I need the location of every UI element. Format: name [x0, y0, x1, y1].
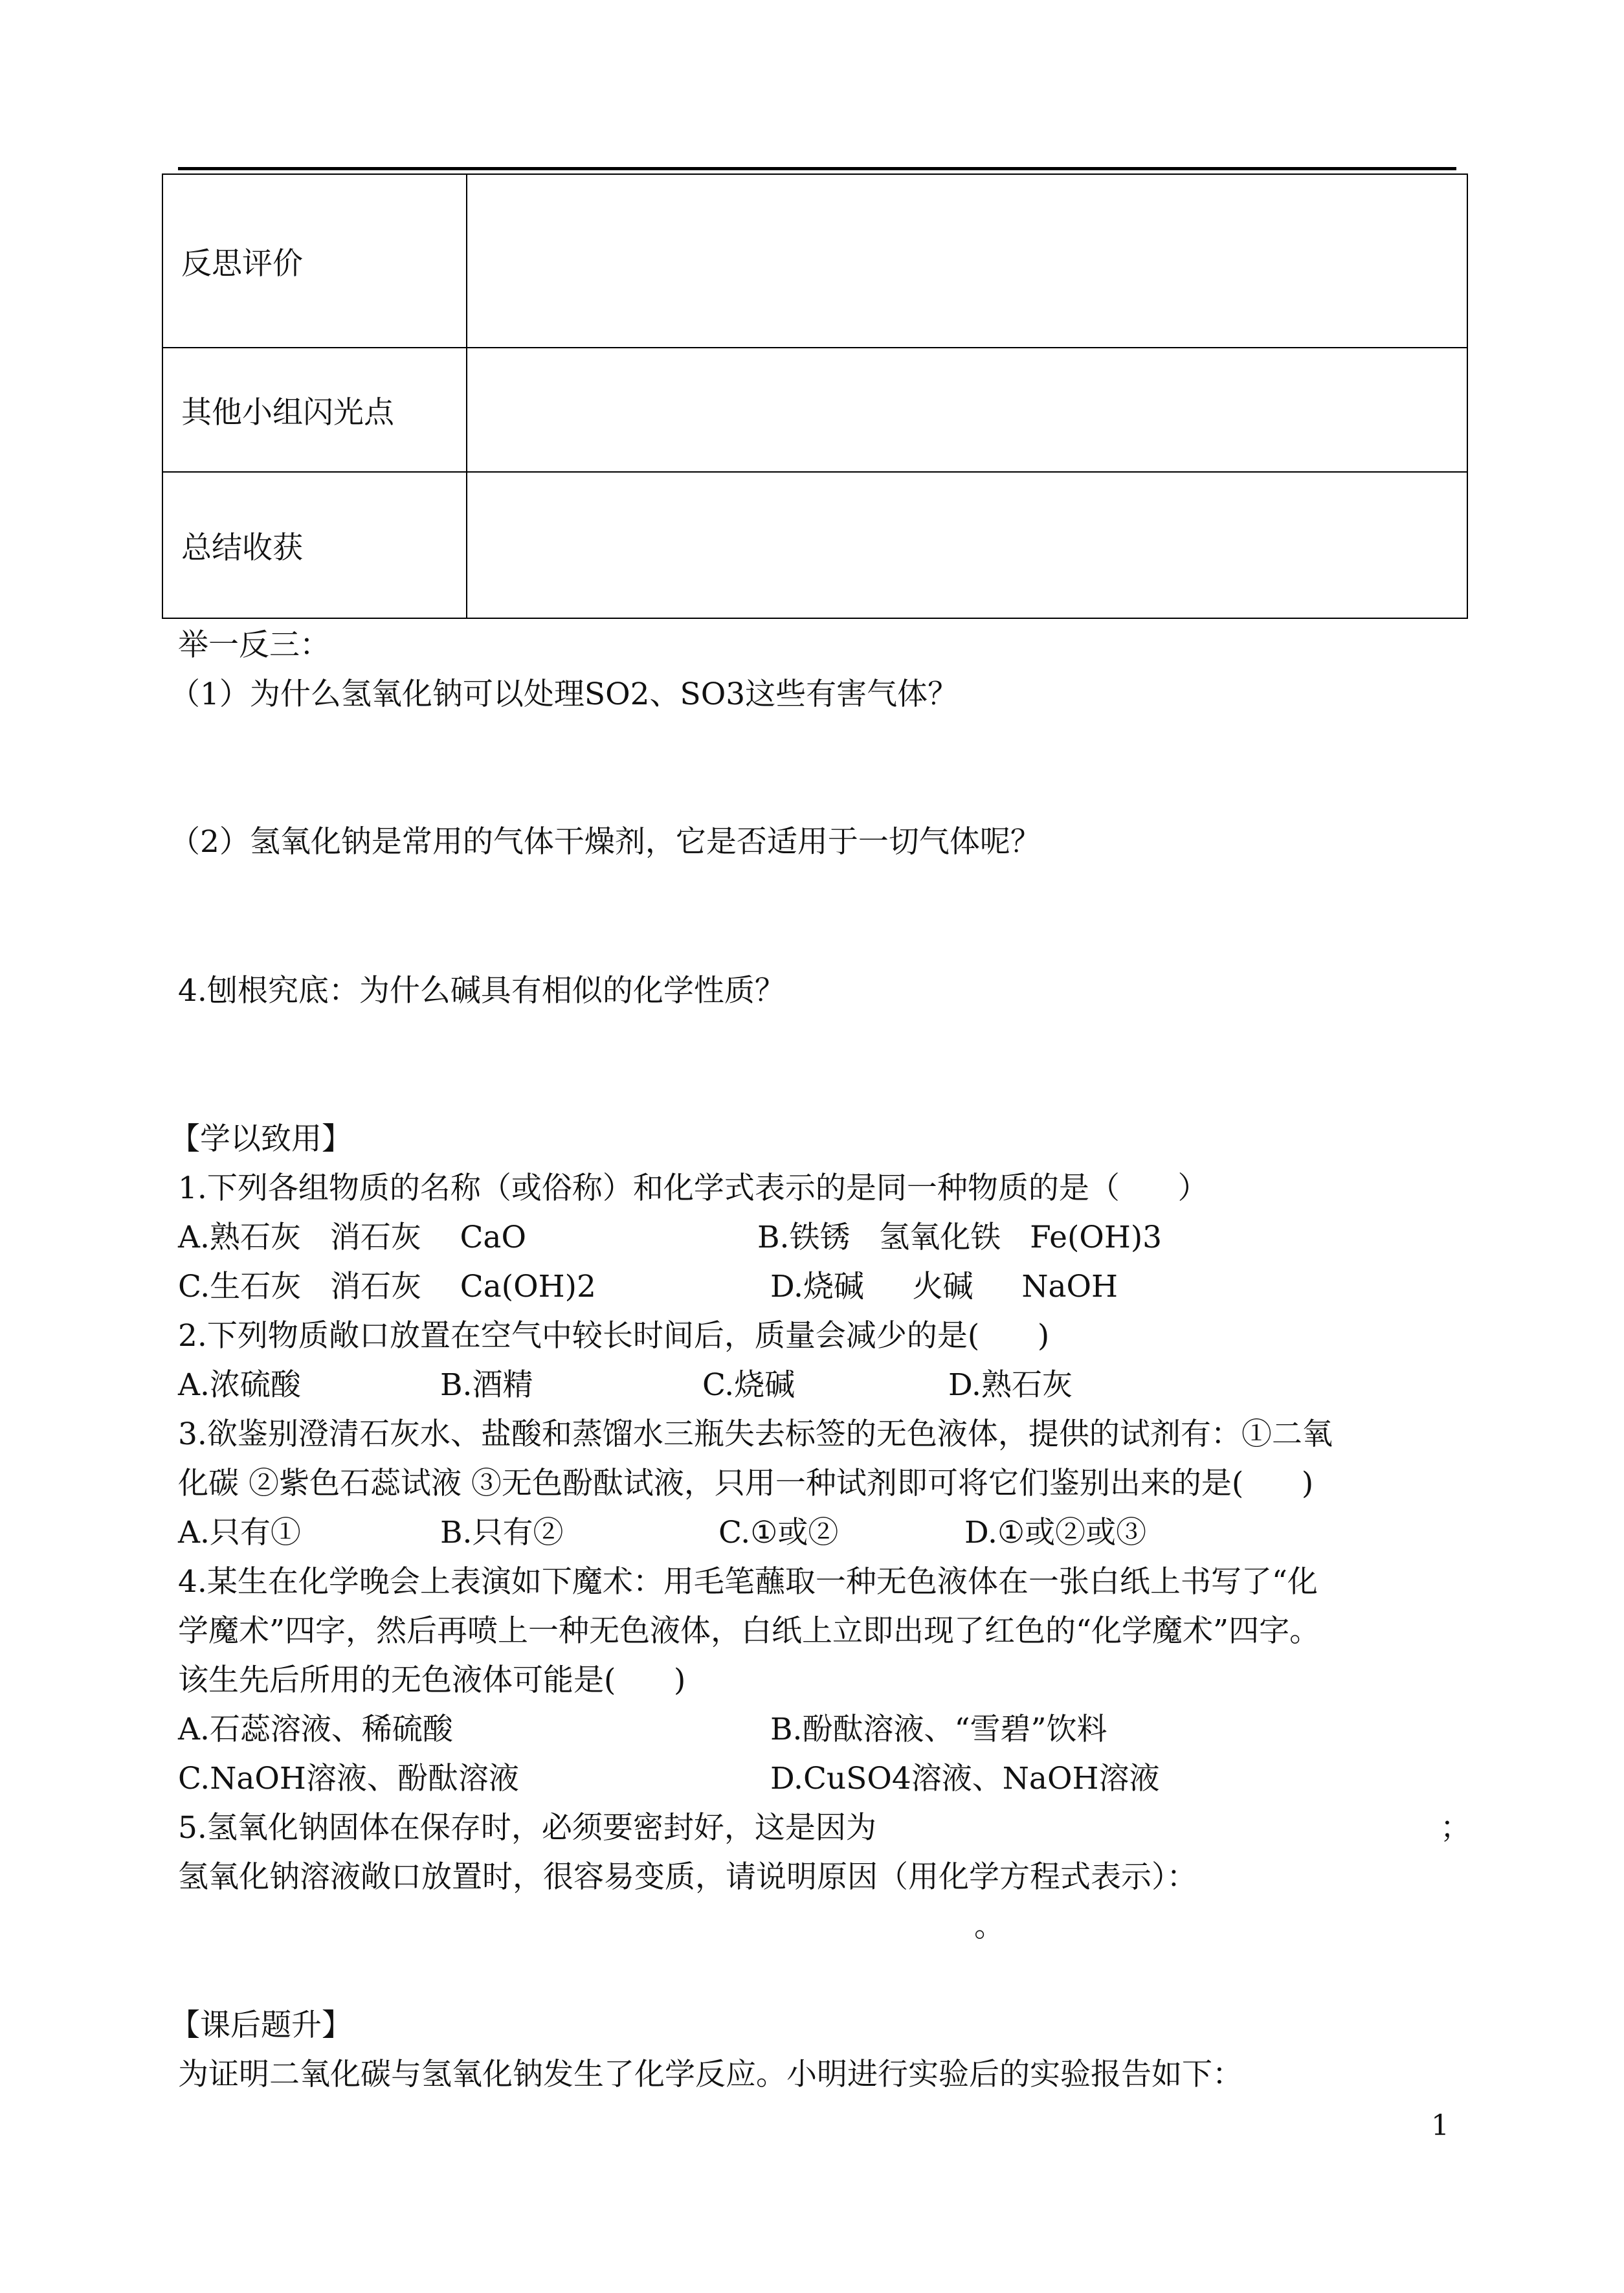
question-stem: 1.下列各组物质的名称（或俗称）和化学式表示的是同一种物质的是（ ）: [178, 1170, 1208, 1206]
question-stem: 学魔术”四字，然后再喷上一种无色液体，白纸上立即出现了红色的“化学魔术”四字。: [178, 1613, 1320, 1649]
option-a: A.熟石灰 消石灰 CaO: [178, 1220, 526, 1255]
table-value-cell: [467, 472, 1467, 618]
reflection-table: [162, 173, 1468, 619]
table-label-cell: 总结收获: [162, 472, 467, 618]
question-line: （1）为什么氢氧化钠可以处理SO2、SO3这些有害气体？: [170, 677, 959, 712]
question-stem: 2.下列物质敞口放置在空气中较长时间后，质量会减少的是( ): [178, 1318, 1050, 1354]
table-label-cell: 其他小组闪光点: [162, 348, 467, 472]
question-line: （2）氢氧化钠是常用的气体干燥剂，它是否适用于一切气体呢？: [170, 824, 1041, 860]
question-stem: 5.氢氧化钠固体在保存时，必须要密封好，这是因为: [178, 1810, 876, 1846]
question-stem: 4.某生在化学晚会上表演如下魔术：用毛笔蘸取一种无色液体在一张白纸上书写了“化: [178, 1564, 1318, 1600]
question-stem: 化碳 ②紫色石蕊试液 ③无色酚酞试液，只用一种试剂即可将它们鉴别出来的是( ): [178, 1466, 1314, 1501]
option-c: C.烧碱: [702, 1367, 795, 1403]
option-b: B.只有②: [440, 1515, 564, 1550]
top-rule: [178, 167, 1456, 170]
section-heading: 【学以致用】: [170, 1121, 352, 1157]
option-b: B.铁锈 氢氧化铁 Fe(OH)3: [757, 1220, 1162, 1255]
table-row: [162, 348, 1467, 472]
table-label-cell: 反思评价: [162, 174, 467, 348]
table-value-cell: [467, 348, 1467, 472]
table-value-cell: [467, 174, 1467, 348]
blank-end-mark: ；: [1440, 1810, 1471, 1846]
question-stem: 该生先后所用的无色液体可能是( ): [178, 1662, 686, 1698]
option-c: C.①或②: [718, 1515, 839, 1550]
option-a: A.浓硫酸: [178, 1367, 301, 1403]
question-stem: 3.欲鉴别澄清石灰水、盐酸和蒸馏水三瓶失去标签的无色液体，提供的试剂有：①二氧: [178, 1416, 1333, 1452]
option-c: C.生石灰 消石灰 Ca(OH)2: [178, 1269, 596, 1304]
question-line: 4.刨根究底：为什么碱具有相似的化学性质？: [178, 973, 785, 1009]
option-d: D.CuSO4溶液、NaOH溶液: [770, 1761, 1160, 1796]
option-a: A.石蕊溶液、稀硫酸: [178, 1712, 453, 1747]
option-a: A.只有①: [178, 1515, 301, 1550]
option-c: C.NaOH溶液、酚酞溶液: [178, 1761, 519, 1796]
section-heading: 【课后题升】: [170, 2008, 352, 2043]
paragraph: 为证明二氧化碳与氢氧化钠发生了化学反应。小明进行实验后的实验报告如下：: [178, 2057, 1243, 2092]
section-heading: 举一反三：: [178, 627, 330, 663]
page-number: 1: [1431, 2109, 1449, 2142]
question-stem: 氢氧化钠溶液敞口放置时，很容易变质，请说明原因（用化学方程式表示）：: [178, 1859, 1197, 1895]
option-b: B.酚酞溶液、“雪碧”饮料: [770, 1712, 1107, 1747]
blank-end-mark: 。: [974, 1908, 1005, 1944]
option-d: D.①或②或③: [964, 1515, 1147, 1550]
table-row: [162, 174, 1467, 348]
option-d: D.烧碱 火碱 NaOH: [770, 1269, 1118, 1304]
table-row: [162, 472, 1467, 618]
option-d: D.熟石灰: [948, 1367, 1073, 1403]
option-b: B.酒精: [440, 1367, 533, 1403]
